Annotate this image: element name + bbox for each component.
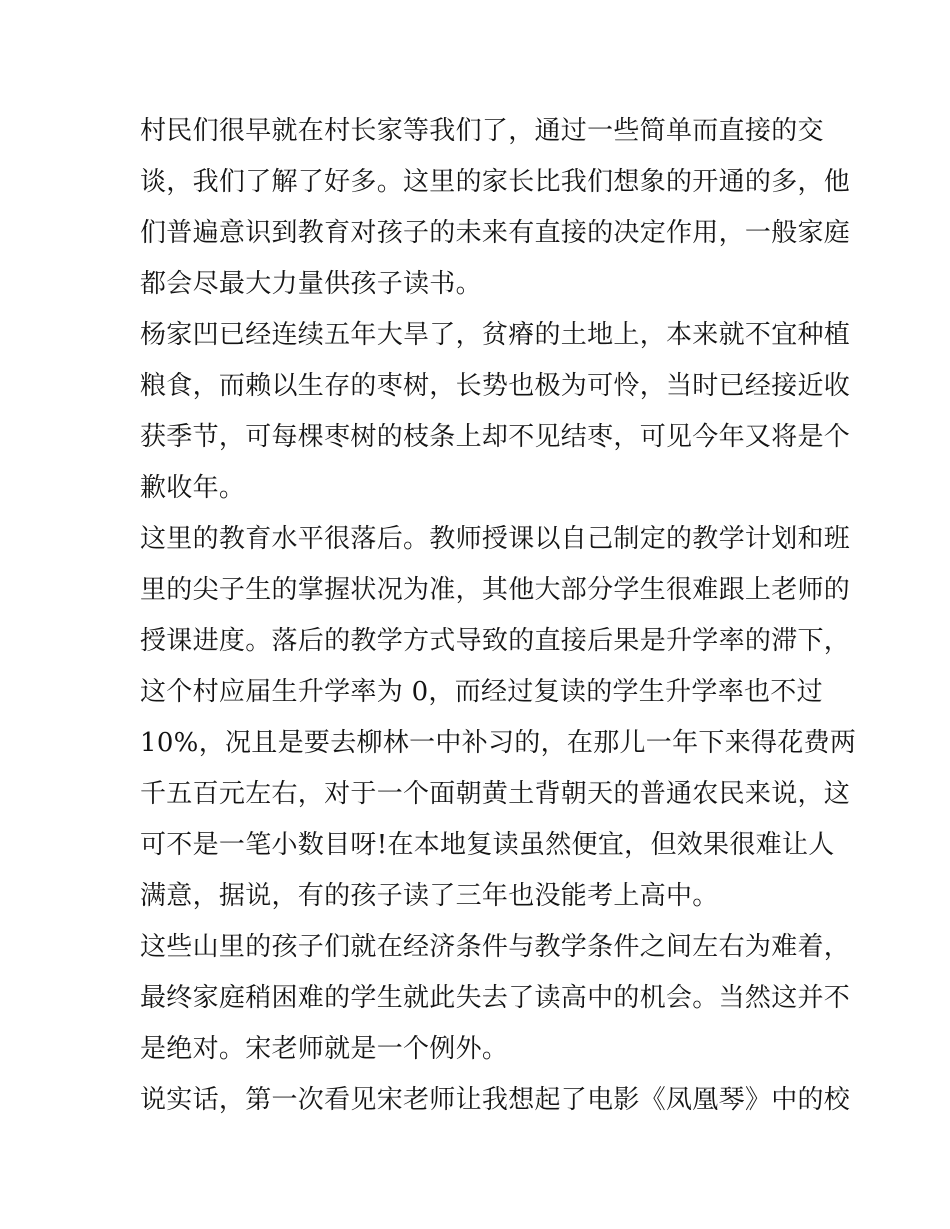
paragraph bbox=[140, 310, 851, 514]
text-line: 粮食，而赖以生存的枣树，长势也极为可怜，当时已经接近收 bbox=[140, 371, 851, 401]
text-line: 这个村应届生升学率为 0，而经过复读的学生升学率也不过 bbox=[140, 677, 823, 707]
text-line: 这里的教育水平很落后。教师授课以自己制定的教学计划和班 bbox=[140, 524, 851, 554]
text-line: 千五百元左右，对于一个面朝黄土背朝天的普通农民来说，这 bbox=[140, 779, 851, 809]
text-line: 可不是一笔小数目呀!在本地复读虽然便宜，但效果很难让人 bbox=[140, 830, 835, 860]
text-line: 都会尽最大力量供孩子读书。 bbox=[140, 269, 482, 299]
paragraph bbox=[140, 922, 851, 1075]
text-line: 是绝对。宋老师就是一个例外。 bbox=[140, 1034, 509, 1064]
document-body bbox=[140, 106, 857, 1126]
text-line: 里的尖子生的掌握状况为准，其他大部分学生很难跟上老师的 bbox=[140, 575, 851, 605]
text-line: 谈，我们了解了好多。这里的家长比我们想象的开通的多，他 bbox=[140, 167, 851, 197]
text-line: 杨家凹已经连续五年大旱了，贫瘠的土地上，本来就不宜种植 bbox=[140, 320, 851, 350]
text-line: 最终家庭稍困难的学生就此失去了读高中的机会。当然这并不 bbox=[140, 983, 851, 1013]
paragraph bbox=[140, 514, 857, 922]
text-line: 获季节，可每棵枣树的枝条上却不见结枣，可见今年又将是个 bbox=[140, 422, 851, 452]
text-line: 歉收年。 bbox=[140, 473, 246, 503]
text-line: 10%，况且是要去柳林一中补习的，在那儿一年下来得花费两 bbox=[140, 728, 857, 758]
text-line: 满意，据说，有的孩子读了三年也没能考上高中。 bbox=[140, 881, 719, 911]
paragraph bbox=[140, 1075, 851, 1126]
text-line: 这些山里的孩子们就在经济条件与教学条件之间左右为难着， bbox=[140, 932, 851, 962]
text-line: 村民们很早就在村长家等我们了，通过一些简单而直接的交 bbox=[140, 116, 824, 146]
text-line: 授课进度。落后的教学方式导致的直接后果是升学率的滞下， bbox=[140, 626, 851, 656]
text-line: 们普遍意识到教育对孩子的未来有直接的决定作用，一般家庭 bbox=[140, 218, 851, 248]
text-line: 说实话，第一次看见宋老师让我想起了电影《凤凰琴》中的校 bbox=[140, 1085, 851, 1115]
paragraph bbox=[140, 106, 851, 310]
